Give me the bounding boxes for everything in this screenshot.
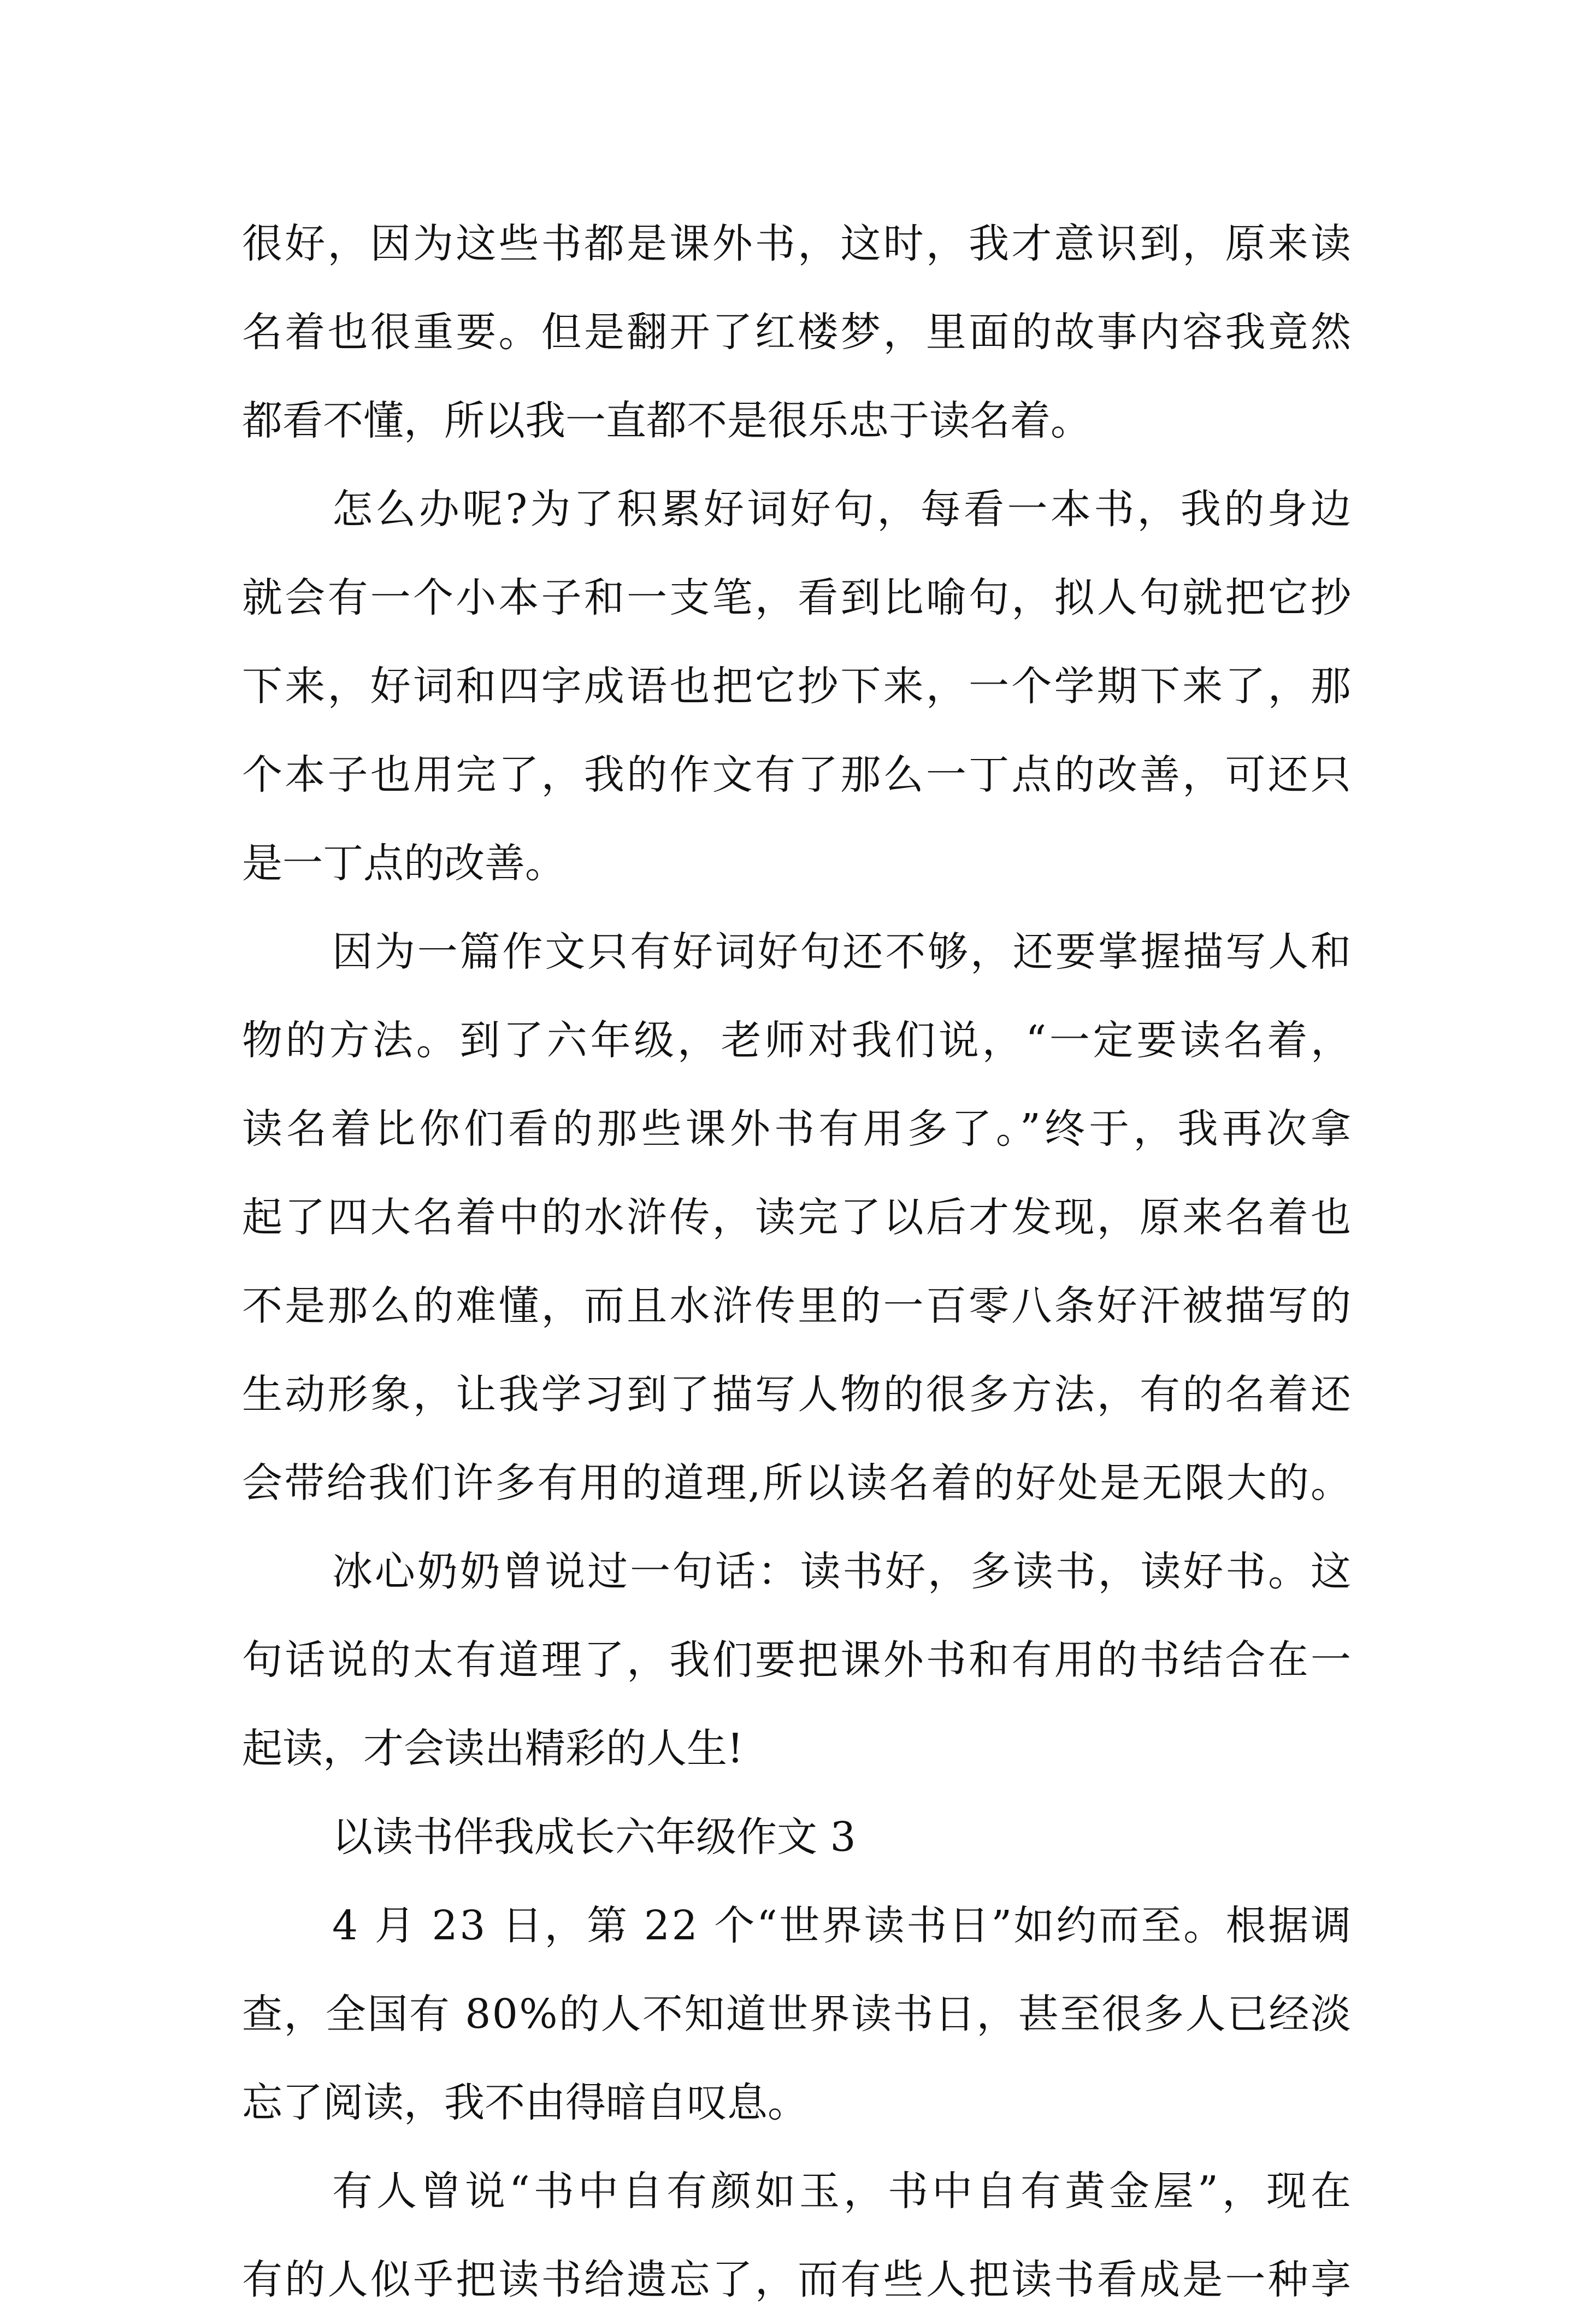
- text-line: 因为一篇作文只有好词好句还不够，还要掌握描写人和: [332, 928, 1353, 975]
- text-line: 是一丁点的改善。: [242, 840, 565, 887]
- text-line: 句话说的太有道理了，我们要把课外书和有用的书结合在一: [242, 1637, 1354, 1684]
- text-line: 下来，好词和四字成语也把它抄下来，一个学期下来了，那: [242, 663, 1354, 710]
- text-line: 物的方法。到了六年级，老师对我们说，“一定要读名着，: [242, 1017, 1354, 1064]
- text-line: 有人曾说“书中自有颜如玉，书中自有黄金屋”，现在: [332, 2168, 1355, 2215]
- text-line: 就会有一个小本子和一支笔，看到比喻句，拟人句就把它抄: [242, 574, 1354, 621]
- text-line: 起了四大名着中的水浒传，读完了以后才发现，原来名着也: [242, 1194, 1354, 1241]
- text-line: 读名着比你们看的那些课外书有用多了。”终于，我再次拿: [242, 1105, 1355, 1152]
- text-line: 起读，才会读出精彩的人生!: [242, 1725, 744, 1772]
- text-line: 都看不懂，所以我一直都不是很乐忠于读名着。: [242, 397, 1091, 444]
- text-line: 冰心奶奶曾说过一句话：读书好，多读书，读好书。这: [332, 1548, 1353, 1595]
- text-line: 会带给我们许多有用的道理,所以读名着的好处是无限大的。: [242, 1460, 1353, 1507]
- text-line: 查，全国有 80%的人不知道世界读书日，甚至很多人已经淡: [242, 1991, 1353, 2038]
- text-line: 很好，因为这些书都是课外书，这时，我才意识到，原来读: [242, 220, 1354, 267]
- text-line: 不是那么的难懂，而且水浒传里的一百零八条好汗被描写的: [242, 1282, 1354, 1329]
- text-line: 以读书伴我成长六年级作文 3: [332, 1814, 856, 1861]
- text-line: 名着也很重要。但是翻开了红楼梦，里面的故事内容我竟然: [242, 309, 1354, 356]
- text-line: 生动形象，让我学习到了描写人物的很多方法，有的名着还: [242, 1371, 1354, 1418]
- text-line: 忘了阅读，我不由得暗自叹息。: [242, 2079, 808, 2126]
- essay-text: [242, 199, 1355, 2324]
- text-line: 怎么办呢?为了积累好词好句，每看一本书，我的身边: [332, 486, 1354, 533]
- text-line: 4 月 23 日，第 22 个“世界读书日”如约而至。根据调: [332, 1902, 1353, 1949]
- text-line: 个本子也用完了，我的作文有了那么一丁点的改善，可还只: [242, 751, 1354, 798]
- text-line: 有的人似乎把读书给遗忘了，而有些人把读书看成是一种享: [242, 2256, 1354, 2303]
